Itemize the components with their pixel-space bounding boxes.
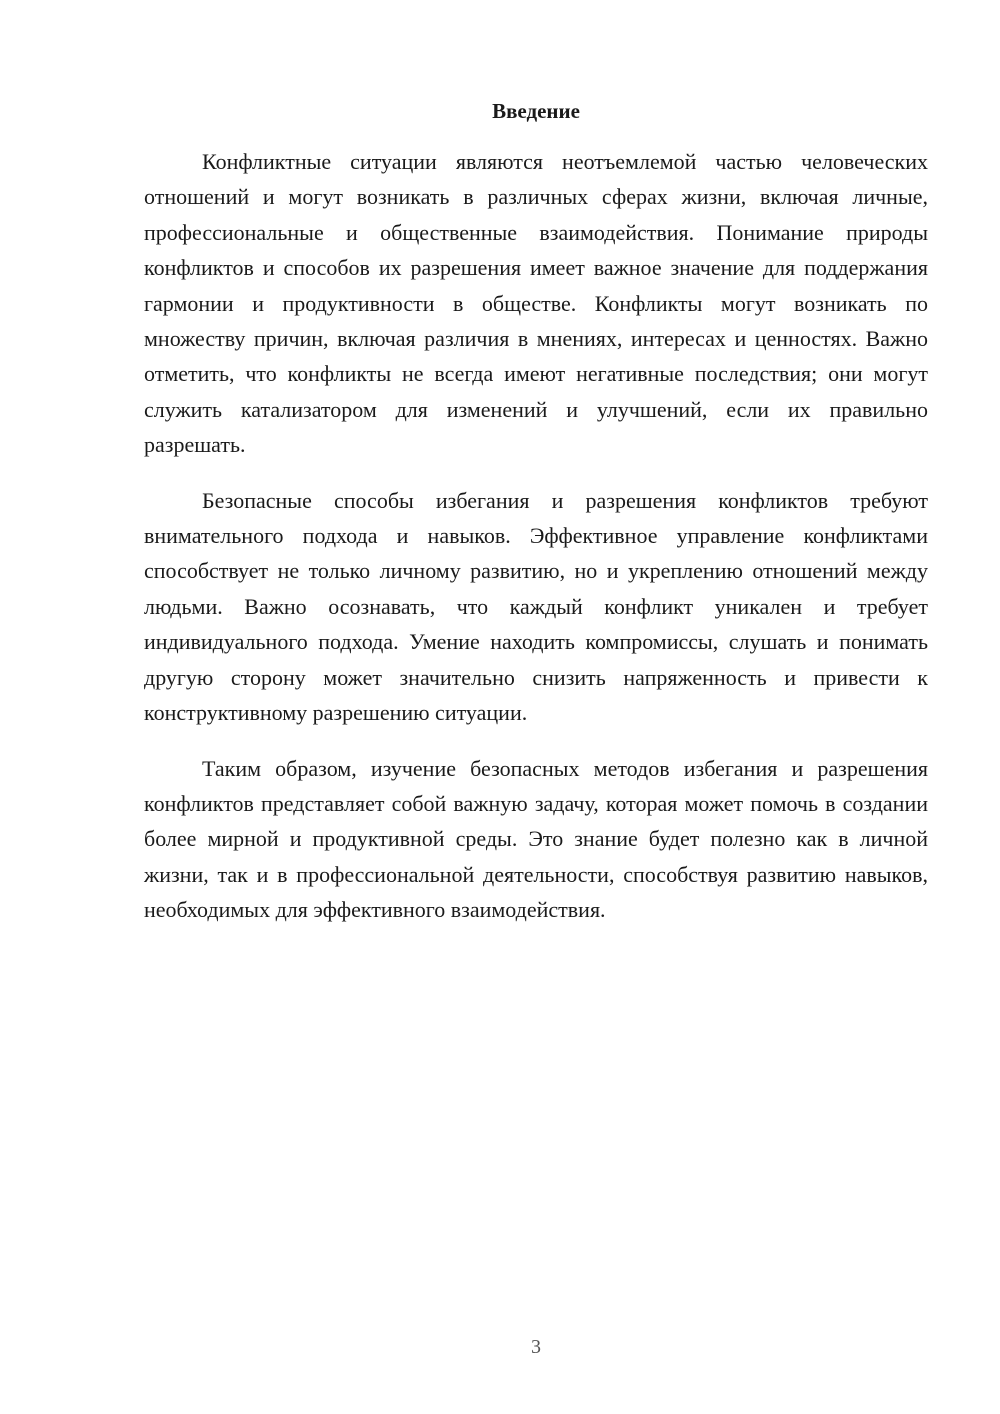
page-title: Введение [492,99,580,123]
paragraph-2: Безопасные способы избегания и разрешения конфликтов требуют внимательного подхода и навыков. Эффективное управление конфликтами способствует не только личному развитию, но и укреплению отношений между людьми. Важно осознавать, что каждый конфликт уникален и требует индивидуального подхода. Умение находить компромиссы, слушать и понимать другую сторону может значительно снизить напряженность и привести к конструктивному разрешению ситуации. [144,487,928,726]
paragraph-3: Таким образом, изучение безопасных методов избегания и разрешения конфликтов представляет собой важную задачу, которая может помочь в создании более мирной и продуктивной среды. Это знание будет полезно как в личной жизни, так и в профессиональной деятельности, способствуя развитию навыков, необходимых для эффективного взаимодействия. [144,755,928,923]
document-body [144,144,928,948]
page-number: 3 [531,1336,541,1358]
paragraph-1: Конфликтные ситуации являются неотъемлемой частью человеческих отношений и могут возникать в различных сферах жизни, включая личные, профессиональные и общественные взаимодействия. Понимание природы конфликтов и способов их разрешения имеет важное значение для поддержания гармонии и продуктивности в обществе. Конфликты могут возникать по множеству причин, включая различия в мнениях, интересах и ценностях. Важно отметить, что конфликты не всегда имеют негативные последствия; они могут служить катализатором для изменений и улучшений, если их правильно разрешать. [144,149,928,458]
